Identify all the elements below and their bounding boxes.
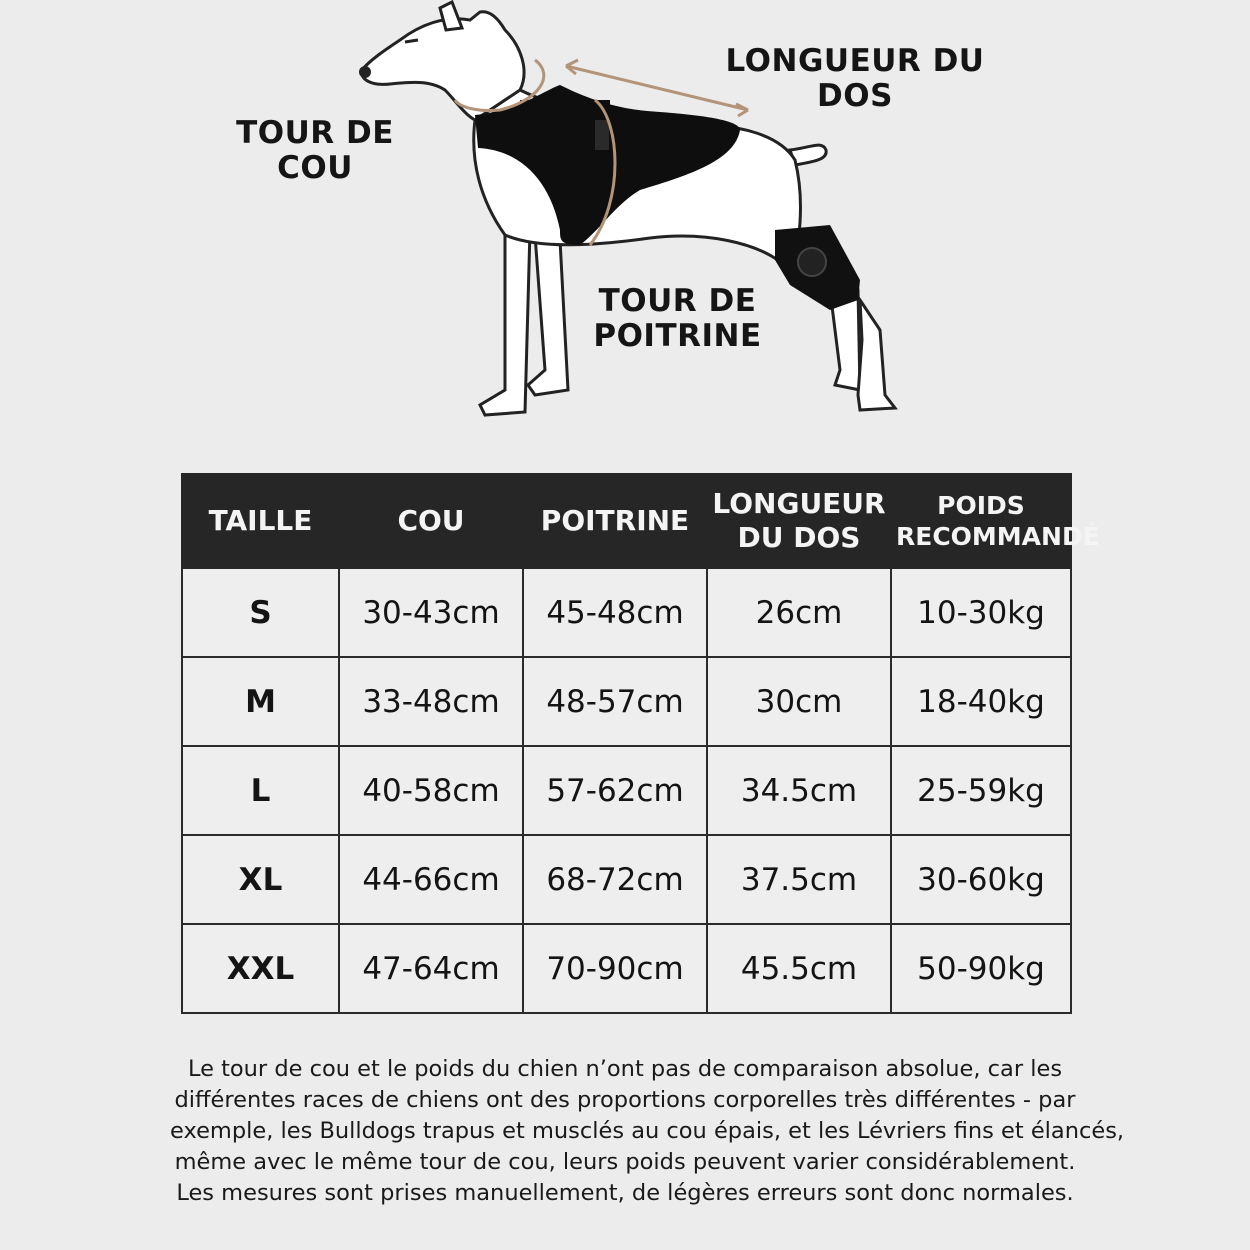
cell-chest: 45-48cm (523, 568, 707, 657)
header-back-line2: DU DOS (737, 521, 861, 554)
cell-neck: 30-43cm (339, 568, 523, 657)
measurement-disclaimer (170, 1054, 1125, 1209)
cell-back: 30cm (707, 657, 891, 746)
disclaimer-line: différentes races de chiens ont des proportions corporelles très différentes - par (174, 1087, 1076, 1113)
cell-size: S (182, 568, 339, 657)
cell-weight: 18-40kg (891, 657, 1071, 746)
disclaimer-line: Les mesures sont prises manuellement, de légères erreurs sont donc normales. (176, 1180, 1074, 1206)
cell-chest: 70-90cm (523, 924, 707, 1013)
cell-neck: 44-66cm (339, 835, 523, 924)
header-weight (891, 474, 1100, 568)
cell-weight: 25-59kg (891, 746, 1071, 835)
header-weight-line2: RECOMMANDÉ (896, 522, 1100, 551)
cell-size: XXL (182, 924, 339, 1013)
cell-back: 45.5cm (707, 924, 891, 1013)
chest-label (585, 284, 770, 354)
table-row (182, 657, 1071, 746)
cell-weight: 50-90kg (891, 924, 1071, 1013)
table-row (182, 924, 1071, 1013)
cell-size: XL (182, 835, 339, 924)
header-neck: COU (339, 474, 523, 568)
cell-neck: 40-58cm (339, 746, 523, 835)
cell-chest: 68-72cm (523, 835, 707, 924)
disclaimer-line: même avec le même tour de cou, leurs poids peuvent varier considérablement. (174, 1149, 1076, 1175)
cell-chest: 48-57cm (523, 657, 707, 746)
back-length-label: LONGUEUR DU DOS (725, 43, 985, 114)
table-row (182, 568, 1071, 657)
cell-size: M (182, 657, 339, 746)
table-row (182, 835, 1071, 924)
size-chart-table (181, 473, 1100, 1014)
header-chest: POITRINE (523, 474, 707, 568)
header-size: TAILLE (182, 474, 339, 568)
cell-size: L (182, 746, 339, 835)
cell-back: 34.5cm (707, 746, 891, 835)
cell-back: 26cm (707, 568, 891, 657)
chest-label-line1: TOUR DE (598, 283, 757, 319)
header-back-length (707, 474, 891, 568)
dog-illustration (0, 0, 1250, 440)
cell-weight: 30-60kg (891, 835, 1071, 924)
cell-back: 37.5cm (707, 835, 891, 924)
cell-neck: 47-64cm (339, 924, 523, 1013)
chest-label-line2: POITRINE (593, 318, 762, 354)
cell-neck: 33-48cm (339, 657, 523, 746)
disclaimer-line: Le tour de cou et le poids du chien n’ont pas de comparaison absolue, car les (187, 1056, 1063, 1082)
table-row (182, 746, 1071, 835)
disclaimer-line: exemple, les Bulldogs trapus et musclés au cou épais, et les Lévriers fins et élancés, (170, 1118, 1125, 1144)
table-header-row (182, 474, 1071, 568)
header-back-line1: LONGUEUR (712, 487, 886, 520)
neck-label: TOUR DE COU (236, 115, 394, 186)
cell-chest: 57-62cm (523, 746, 707, 835)
cell-weight: 10-30kg (891, 568, 1071, 657)
dog-measurement-diagram (0, 0, 1250, 440)
header-weight-line1: POIDS (937, 491, 1025, 520)
